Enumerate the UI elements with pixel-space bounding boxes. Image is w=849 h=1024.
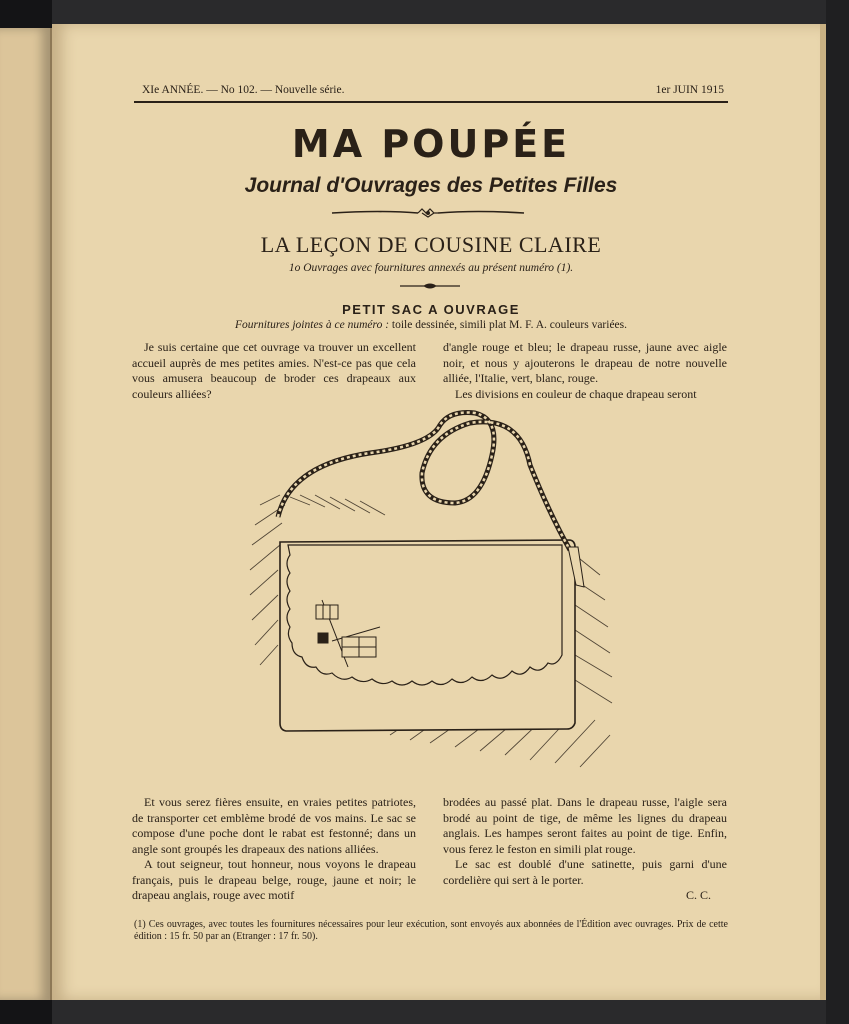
- issue-info: XIe ANNÉE. — No 102. — Nouvelle série.: [142, 84, 345, 96]
- work-bag-illustration: [230, 405, 630, 785]
- masthead-title: MA POUPÉE: [291, 122, 571, 166]
- paragraph: A tout seigneur, tout honneur, nous voyons le drapeau français, puis le drapeau belge, rouge, jaune et noir; le drapeau anglais, rouge avec motif: [132, 857, 416, 902]
- header-rule: [134, 101, 728, 103]
- running-header: [134, 82, 728, 100]
- signature: C. C.: [685, 888, 711, 902]
- paragraph: Et vous serez fières ensuite, en vraies petites patriotes, de transporter cet emblème brodé de vos mains. Le sac se compose d'une poche dont le rabat est festonné; dans un angle sont groupés les drapeaux des nations alliées.: [132, 795, 416, 856]
- section-subtitle: 1o Ouvrages avec fournitures annexés au présent numéro (1).: [288, 262, 574, 274]
- supplies-line: [134, 319, 728, 331]
- paragraph: Je suis certaine que cet ouvrage va trouver un excellent accueil auprès de mes petites amies. N'est-ce pas que cela vous amusera beaucoup de broder ces drapeaux aux couleurs alliées?: [132, 340, 416, 401]
- previous-page-edge: [0, 28, 52, 1000]
- column-right-bottom: [443, 795, 727, 904]
- column-left-top: [132, 340, 416, 402]
- supplies-label: Fournitures jointes à ce numéro :: [234, 319, 390, 331]
- issue-date: 1er JUIN 1915: [655, 84, 724, 96]
- paragraph: Les divisions en couleur de chaque drapeau seront: [455, 386, 697, 401]
- paragraph: brodées au passé plat. Dans le drapeau russe, l'aigle sera brodé au point de tige, de même les lignes du drapeau anglais. Les hampes seront faites au point de tige. Enfin, vous ferez le feston en simili plat rouge.: [443, 795, 727, 856]
- small-ornament-icon: [398, 282, 462, 290]
- supplies-text: toile dessinée, simili plat M. F. A. couleurs variées.: [391, 319, 628, 331]
- masthead-subtitle: Journal d'Ouvrages des Petites Filles: [244, 174, 618, 197]
- footnote: [134, 919, 728, 943]
- background-right: [826, 0, 849, 1024]
- column-left-bottom: [132, 795, 416, 904]
- column-right-top: [443, 340, 727, 402]
- article-title: PETIT SAC A OUVRAGE: [342, 302, 520, 317]
- section-title: LA LEÇON DE COUSINE CLAIRE: [260, 232, 602, 257]
- footnote-text: (1) Ces ouvrages, avec toutes les fournitures nécessaires pour leur exécution, sont envoyés aux abonnées de l'Édition avec ouvrages. Prix de cette édition : 15 fr. 50 par an (Etranger : 17 fr. 50).: [134, 919, 728, 942]
- paragraph: d'angle rouge et bleu; le drapeau russe, jaune avec aigle noir, et nous y ajouterons le drapeau de notre nouvelle alliée, l'Italie, vert, blanc, rouge.: [443, 340, 727, 385]
- ornament-divider-icon: [330, 207, 526, 219]
- paragraph: Le sac est doublé d'une satinette, puis garni d'une cordelière qui sert à le porter.: [443, 857, 727, 887]
